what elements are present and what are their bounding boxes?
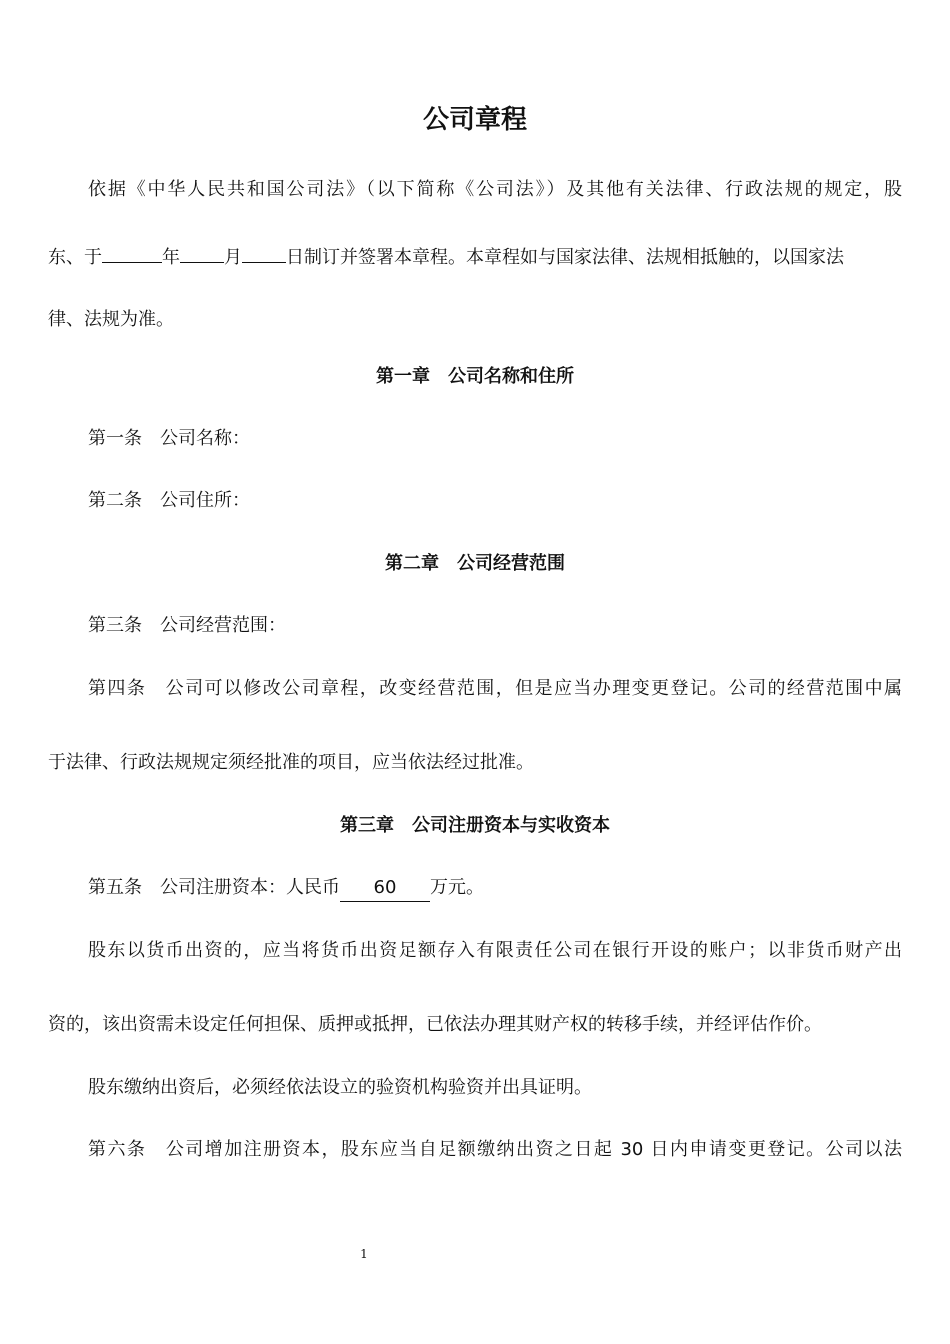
article-3-number: 第三条 bbox=[88, 615, 142, 636]
article-5-number: 第五条 bbox=[88, 877, 142, 898]
chapter-2-heading bbox=[0, 551, 950, 577]
article-1-number: 第一条 bbox=[88, 428, 142, 449]
capital-paragraph-line-2: 资的，该出资需未设定任何担保、质押或抵押，已依法办理其财产权的转移手续，并经评估作价。 bbox=[48, 1014, 822, 1035]
chapter-1-title: 公司名称和住所 bbox=[448, 366, 574, 387]
article-2-number: 第二条 bbox=[88, 490, 142, 511]
document-title: 公司章程 bbox=[422, 105, 527, 135]
chapter-3-number: 第三章 bbox=[340, 815, 394, 836]
chapter-3-title: 公司注册资本与实收资本 bbox=[412, 815, 610, 836]
article-3-text: 公司经营范围： bbox=[160, 615, 286, 636]
month-blank bbox=[180, 242, 224, 263]
year-blank bbox=[102, 242, 162, 263]
chapter-1-number: 第一章 bbox=[376, 366, 430, 387]
preamble-line-2-end: 日制订并签署本章程。本章程如与国家法律、法规相抵触的，以国家法 bbox=[286, 247, 844, 268]
capital-paragraph-line-1: 股东以货币出资的，应当将货币出资足额存入有限责任公司在银行开设的账户；以非货币财产出 bbox=[88, 940, 902, 961]
article-2-text: 公司住所： bbox=[160, 490, 250, 511]
preamble-line-1: 依据《中华人民共和国公司法》（以下简称《公司法》）及其他有关法律、行政法规的规定，股 bbox=[88, 179, 902, 200]
article-6-text-1: 公司增加注册资本，股东应当自足额缴纳出资之日起 30 日内申请变更登记。公司以法 bbox=[164, 1139, 902, 1160]
article-5 bbox=[88, 875, 902, 902]
chapter-3-heading bbox=[0, 813, 950, 839]
chapter-2-number: 第二章 bbox=[385, 553, 439, 574]
article-2 bbox=[88, 488, 902, 514]
preamble-line-3: 律、法规为准。 bbox=[48, 309, 174, 330]
article-4-text-1: 公司可以修改公司章程，改变经营范围，但是应当办理变更登记。公司的经营范围中属 bbox=[164, 678, 902, 699]
year-label: 年 bbox=[162, 247, 180, 268]
article-6-line-1 bbox=[88, 1137, 902, 1163]
page-number: 1 bbox=[360, 1247, 368, 1261]
day-blank bbox=[242, 242, 286, 263]
article-5-text-start: 公司注册资本：人民币 bbox=[160, 877, 340, 898]
preamble-line-2-start: 东、于 bbox=[48, 247, 102, 268]
article-4-line-1 bbox=[88, 676, 902, 702]
article-4-line-2: 于法律、行政法规规定须经批准的项目，应当依法经过批准。 bbox=[48, 752, 534, 773]
preamble-line-2 bbox=[48, 242, 902, 271]
chapter-1-heading bbox=[0, 364, 950, 390]
verification-paragraph: 股东缴纳出资后，必须经依法设立的验资机构验资并出具证明。 bbox=[88, 1077, 592, 1098]
article-4-number: 第四条 bbox=[88, 678, 147, 699]
article-1 bbox=[88, 426, 902, 452]
chapter-2-title: 公司经营范围 bbox=[457, 553, 565, 574]
registered-capital-amount: 60 bbox=[340, 875, 430, 902]
article-5-text-end: 万元。 bbox=[430, 877, 484, 898]
article-1-text: 公司名称： bbox=[160, 428, 250, 449]
month-label: 月 bbox=[224, 247, 242, 268]
article-6-number: 第六条 bbox=[88, 1139, 147, 1160]
article-3 bbox=[88, 613, 902, 639]
